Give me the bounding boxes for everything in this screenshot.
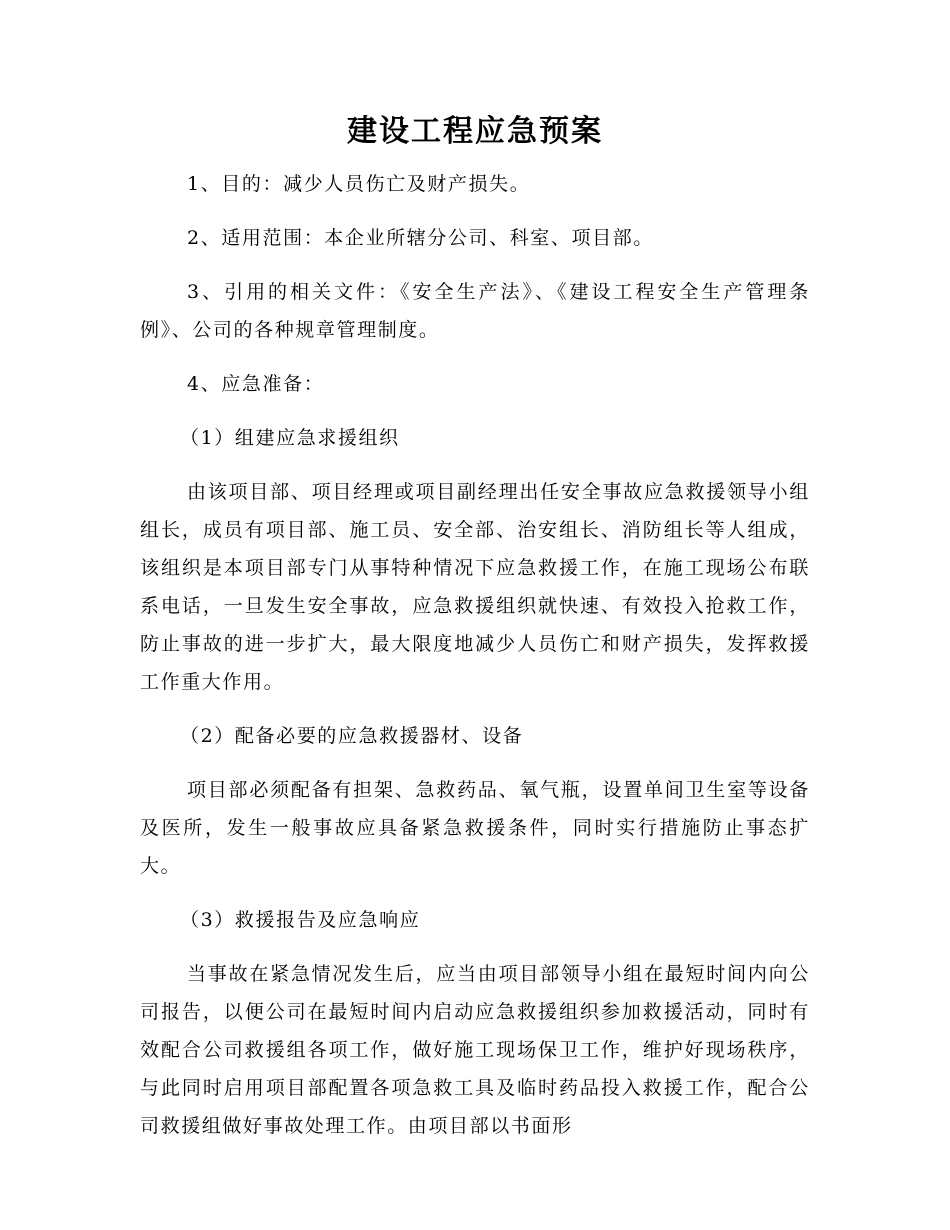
paragraph-reporting-response: 当事故在紧急情况发生后，应当由项目部领导小组在最短时间内向公司报告，以便公司在最短时间内启动应急救援组织参加救援活动，同时有效配合公司救援组各项工作，做好施工现场保卫工作，维护好现场秩序，与此同时启用项目部配置各项急救工具及临时药品投入救援工作，配合公司救援组做好事故处理工作。由项目部以书面形 [140, 963, 810, 1137]
subheading-reporting-response: （3）救援报告及应急响应 [180, 909, 421, 931]
paragraph-purpose: 1、目的：减少人员伤亡及财产损失。 [187, 173, 531, 195]
subheading-equipment: （2）配备必要的应急救援器材、设备 [180, 725, 524, 747]
paragraph-scope: 2、适用范围：本企业所辖分公司、科室、项目部。 [187, 227, 654, 249]
paragraph-references: 3、引用的相关文件：《安全生产法》、《建设工程安全生产管理条例》、公司的各种规章管理制度。 [140, 281, 810, 341]
subheading-rescue-organization: （1）组建应急求援组织 [180, 427, 400, 449]
document-title: 建设工程应急预案 [347, 114, 603, 149]
paragraph-preparation-heading: 4、应急准备： [187, 373, 325, 395]
document-body [140, 165, 810, 1161]
paragraph-equipment: 项目部必须配备有担架、急救药品、氧气瓶，设置单间卫生室等设备及医所，发生一般事故应具备紧急救援条件，同时实行措施防止事态扩大。 [140, 779, 810, 877]
paragraph-rescue-organization: 由该项目部、项目经理或项目副经理出任安全事故应急救援领导小组组长，成员有项目部、施工员、安全部、治安组长、消防组长等人组成，该组织是本项目部专门从事特种情况下应急救援工作，在施工现场公布联系电话，一旦发生安全事故，应急救援组织就快速、有效投入抢救工作，防止事故的进一步扩大，最大限度地减少人员伤亡和财产损失，发挥救援工作重大作用。 [140, 481, 810, 693]
